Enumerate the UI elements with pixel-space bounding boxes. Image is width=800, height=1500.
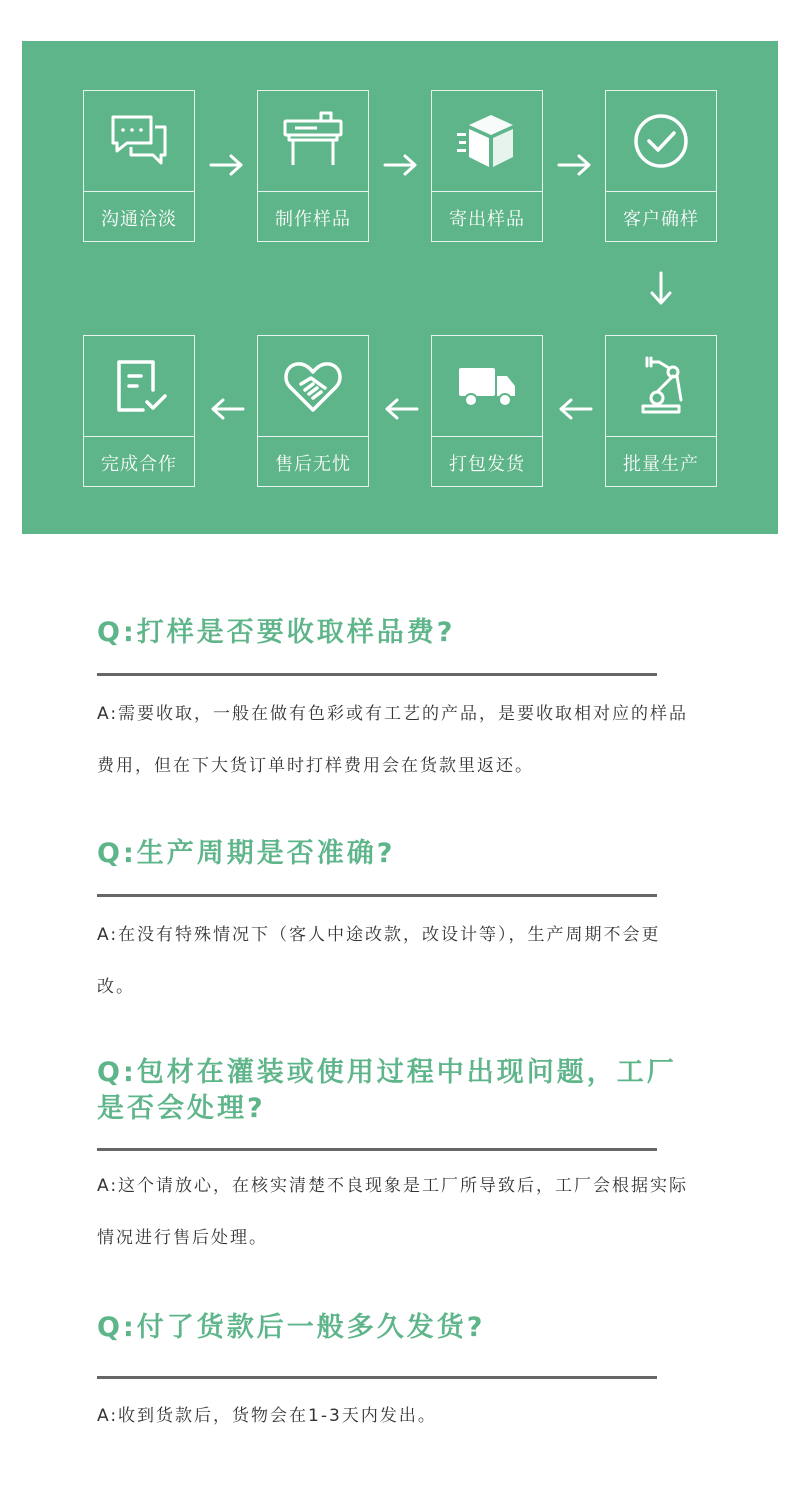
checklist-icon xyxy=(84,336,194,436)
step-label: 沟通洽淡 xyxy=(101,208,177,230)
faq-answer: A:收到货款后，货物会在1-3天内发出。 xyxy=(97,1406,437,1426)
arrow-left-icon xyxy=(381,394,421,424)
faq-question: Q:生产周期是否准确? xyxy=(97,838,396,869)
step-after-sales xyxy=(257,335,369,487)
step-label: 打包发货 xyxy=(449,453,525,475)
chat-bubbles-icon xyxy=(84,91,194,191)
step-communicate xyxy=(83,90,195,242)
step-make-sample xyxy=(257,90,369,242)
faq-question: Q:付了货款后一般多久发货? xyxy=(97,1312,486,1343)
step-mass-production xyxy=(605,335,717,487)
step-label: 制作样品 xyxy=(275,208,351,230)
faq-answer: A:这个请放心，在核实清楚不良现象是工厂所导致后，工厂会根据实际情况进行售后处理。 xyxy=(97,1176,689,1248)
step-pack-ship xyxy=(431,335,543,487)
arrow-left-icon xyxy=(555,394,595,424)
faq-answer: A:需要收取，一般在做有色彩或有工艺的产品，是要收取相对应的样品费用，但在下大货订单时打样费用会在货款里返还。 xyxy=(97,704,689,776)
faq-divider xyxy=(97,1148,657,1151)
step-label: 批量生产 xyxy=(623,453,699,475)
step-label: 完成合作 xyxy=(101,453,177,475)
arrow-left-icon xyxy=(207,394,247,424)
delivery-truck-icon xyxy=(432,336,542,436)
arrow-right-icon xyxy=(207,150,247,180)
faq-divider xyxy=(97,894,657,897)
step-send-sample xyxy=(431,90,543,242)
arrow-right-icon xyxy=(555,150,595,180)
process-flow-panel xyxy=(22,41,778,534)
robot-arm-icon xyxy=(606,336,716,436)
faq-question: Q:打样是否要收取样品费? xyxy=(97,617,456,648)
faq-question: Q:包材在灌装或使用过程中出现问题，工厂是否会处理? xyxy=(97,1057,677,1124)
faq-divider xyxy=(97,1376,657,1379)
package-box-icon xyxy=(432,91,542,191)
step-customer-confirm xyxy=(605,90,717,242)
step-label: 售后无忧 xyxy=(275,453,351,475)
faq-divider xyxy=(97,673,657,676)
step-label: 寄出样品 xyxy=(449,208,525,230)
arrow-down-icon xyxy=(646,269,676,309)
heart-handshake-icon xyxy=(258,336,368,436)
faq-answer: A:在没有特殊情况下（客人中途改款，改设计等），生产周期不会更改。 xyxy=(97,925,661,997)
check-circle-icon xyxy=(606,91,716,191)
arrow-right-icon xyxy=(381,150,421,180)
cutting-machine-icon xyxy=(258,91,368,191)
step-complete-cooperation xyxy=(83,335,195,487)
step-label: 客户确样 xyxy=(623,208,699,230)
